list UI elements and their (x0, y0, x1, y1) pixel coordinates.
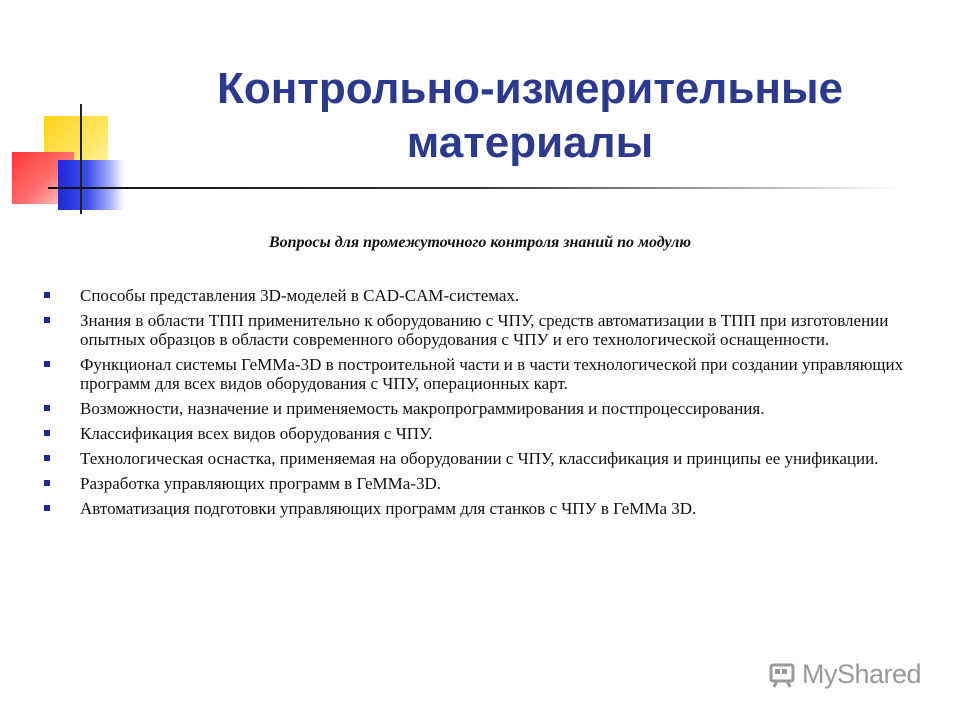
bullet-icon (44, 292, 50, 298)
watermark (768, 656, 921, 692)
list-item (44, 499, 914, 518)
bullet-icon (44, 480, 50, 486)
slide-title (130, 62, 930, 170)
bullet-icon (44, 405, 50, 411)
horizontal-rule (48, 187, 898, 189)
list-item (44, 399, 914, 418)
list-item-text: Технологическая оснастка, применяемая на оборудовании с ЧПУ, классификация и принципы ее унификации. (80, 449, 879, 468)
list-item (44, 474, 914, 493)
title-line-1: Контрольно-измерительные (216, 64, 844, 113)
list-item-text: Функционал системы ГеММа-3D в построительной части и в части технологической при создании управляющих программ для всех видов оборудования с ЧПУ, операционных карт. (80, 355, 904, 393)
list-item (44, 424, 914, 443)
list-item-text: Классификация всех видов оборудования с ЧПУ. (80, 424, 433, 443)
bullet-icon (44, 361, 50, 367)
list-item (44, 449, 914, 468)
list-item (44, 311, 914, 349)
blue-square (58, 160, 124, 210)
watermark-text: MyShared (802, 658, 922, 689)
bullet-icon (44, 430, 50, 436)
list-item-text: Разработка управляющих программ в ГеММа-3D. (80, 474, 442, 493)
list-item-text: Автоматизация подготовки управляющих программ для станков с ЧПУ в ГеММа 3D. (80, 499, 697, 518)
slide-subtitle: Вопросы для промежуточного контроля знаний по модулю (268, 234, 692, 251)
myshared-logo-icon (768, 659, 798, 689)
bullet-icon (44, 317, 50, 323)
vertical-rule (80, 104, 82, 214)
list-item (44, 286, 914, 305)
list-item-text: Способы представления 3D-моделей в CAD-CAM-системах. (80, 286, 520, 305)
bullet-icon (44, 455, 50, 461)
questions-list (44, 286, 914, 524)
title-line-2: материалы (406, 118, 654, 167)
list-item-text: Возможности, назначение и применяемость макропрограммирования и постпроцессирования. (80, 399, 765, 418)
bullet-icon (44, 505, 50, 511)
list-item (44, 355, 914, 393)
decorative-squares (0, 0, 140, 230)
list-item-text: Знания в области ТПП применительно к оборудованию с ЧПУ, средств автоматизации в ТПП при изготовлении опытных образцов в области современного оборудования с ЧПУ и его технологической оснащенности. (80, 311, 889, 349)
